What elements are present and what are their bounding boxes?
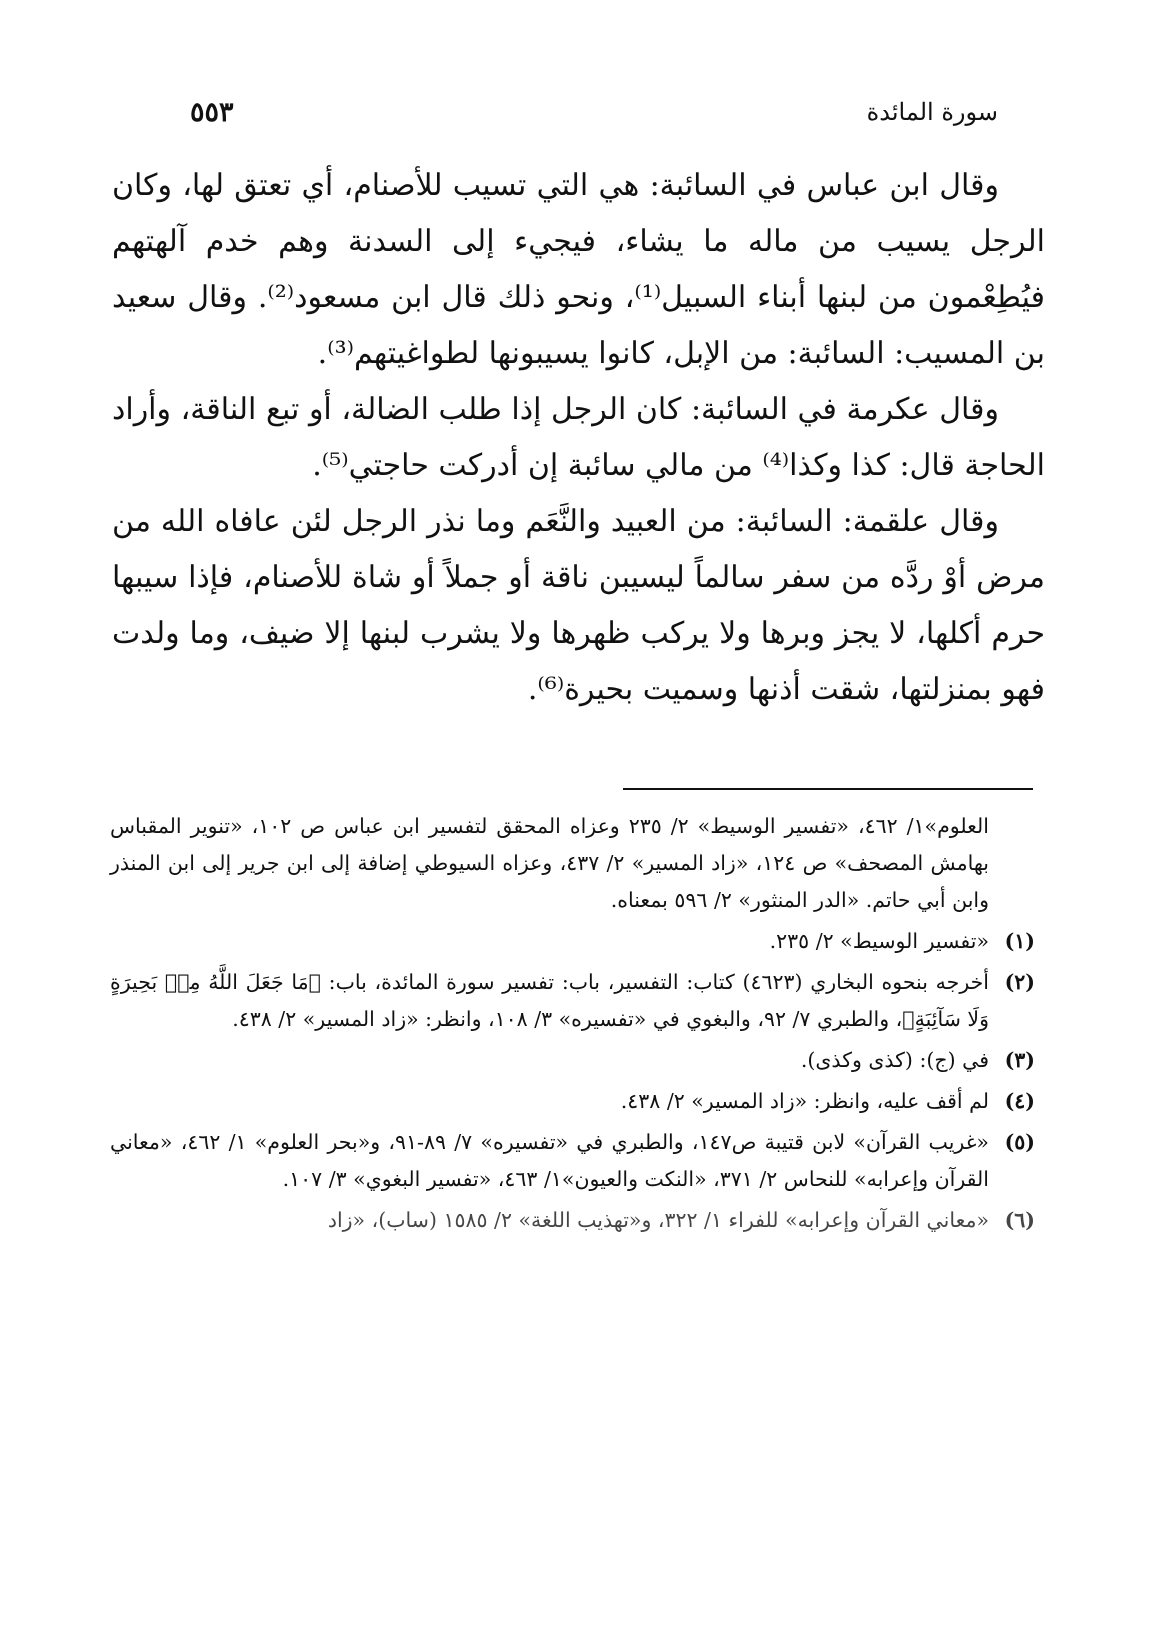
footnote-number: (٥) <box>1004 1130 1035 1154</box>
footnote <box>110 964 1035 1038</box>
footnote-text: أخرجه بنحوه البخاري (٤٦٢٣) كتاب: التفسير، باب: تفسير سورة المائدة، باب: ﴿مَا جَعَلَ اللَّهُ مِنۢ بَحِيرَةٍ وَلَا سَآئِبَةٍ﴾، والطبري ٧/ ٩٢، والبغوي في «تفسيره» ٣/ ١٠٨، وانظر: «زاد المسير» ٢/ ٤٣٨. <box>110 970 989 1031</box>
paragraph: وقال ابن عباس في السائبة: هي التي تسيب للأصنام، أي تعتق لها، وكان الرجل يسيب من ماله ما يشاء، فيجيء إلى السدنة وهم خدم آلهتهم فيُطِعْمون من لبنها أبناء السبيل⁽¹⁾، ونحو ذلك قال ابن مسعود⁽²⁾. وقال سعيد بن المسيب: السائبة: من الإبل، كانوا يسيبونها لطواغيتهم⁽³⁾. <box>112 168 1046 371</box>
footnote <box>110 923 1035 960</box>
footnote-text: «تفسير الوسيط» ٢/ ٢٣٥. <box>769 929 989 953</box>
footnote-text: لم أقف عليه، وانظر: «زاد المسير» ٢/ ٤٣٨. <box>620 1089 989 1113</box>
footnote-number: (٦) <box>1004 1208 1035 1232</box>
footnote-number: (٤) <box>1004 1089 1035 1113</box>
footnote-text: «غريب القرآن» لابن قتيبة ص١٤٧، والطبري في «تفسيره» ٧/ ٨٩-٩١، و«بحر العلوم» ١/ ٤٦٢، «معاني القرآن وإعرابه» للنحاس ٢/ ٣٧١، «النكت والعيون»١/ ٤٦٣، «تفسير البغوي» ٣/ ١٠٧. <box>110 1130 989 1191</box>
running-head <box>190 88 998 136</box>
footnote-separator <box>623 788 1033 790</box>
page-number: ٥٥٣ <box>190 96 234 128</box>
footnote-text: «معاني القرآن وإعرابه» للفراء ١/ ٣٢٢، و«تهذيب اللغة» ٢/ ١٥٨٥ (ساب)، «زاد <box>327 1208 989 1232</box>
footnote <box>110 1042 1035 1079</box>
paragraph: وقال عكرمة في السائبة: كان الرجل إذا طلب الضالة، أو تبع الناقة، وأراد الحاجة قال: كذا وكذا⁽⁴⁾ من مالي سائبة إن أدركت حاجتي⁽⁵⁾. <box>112 392 1045 483</box>
footnote <box>110 1083 1035 1120</box>
footnotes <box>110 808 1035 1243</box>
footnote-text: في (ج): (كذى وكذى). <box>800 1048 989 1072</box>
paragraph: وقال علقمة: السائبة: من العبيد والنَّعَم وما نذر الرجل لئن عافاه الله من مرض أوْ ردَّه من سفر سالماً ليسيبن ناقة أو جملاً أو شاة للأصنام، فإذا سيبها حرم أكلها، لا يجز وبرها ولا يركب ظهرها ولا يشرب لبنها إلا ضيف، وما ولدت فهو بمنزلتها، شقت أذنها وسميت بحيرة⁽⁶⁾. <box>112 504 1045 707</box>
footnote <box>110 1202 1035 1239</box>
main-text <box>112 158 1045 718</box>
footnote-continuation: العلوم»١/ ٤٦٢، «تفسير الوسيط» ٢/ ٢٣٥ وعزاه المحقق لتفسير ابن عباس ص ١٠٢، «تنوير المقباس بهامش المصحف» ص ١٢٤، «زاد المسير» ٢/ ٤٣٧، وعزاه السيوطي إضافة إلى ابن جرير إلى ابن المنذر وابن أبي حاتم. «الدر المنثور» ٢/ ٥٩٦ بمعناه. <box>110 814 989 912</box>
footnote-number: (٣) <box>1004 1048 1035 1072</box>
footnote-number: (١) <box>1004 929 1035 953</box>
surah-name: سورة المائدة <box>866 98 998 126</box>
footnote <box>110 1124 1035 1198</box>
footnote-number: (٢) <box>1004 970 1035 994</box>
